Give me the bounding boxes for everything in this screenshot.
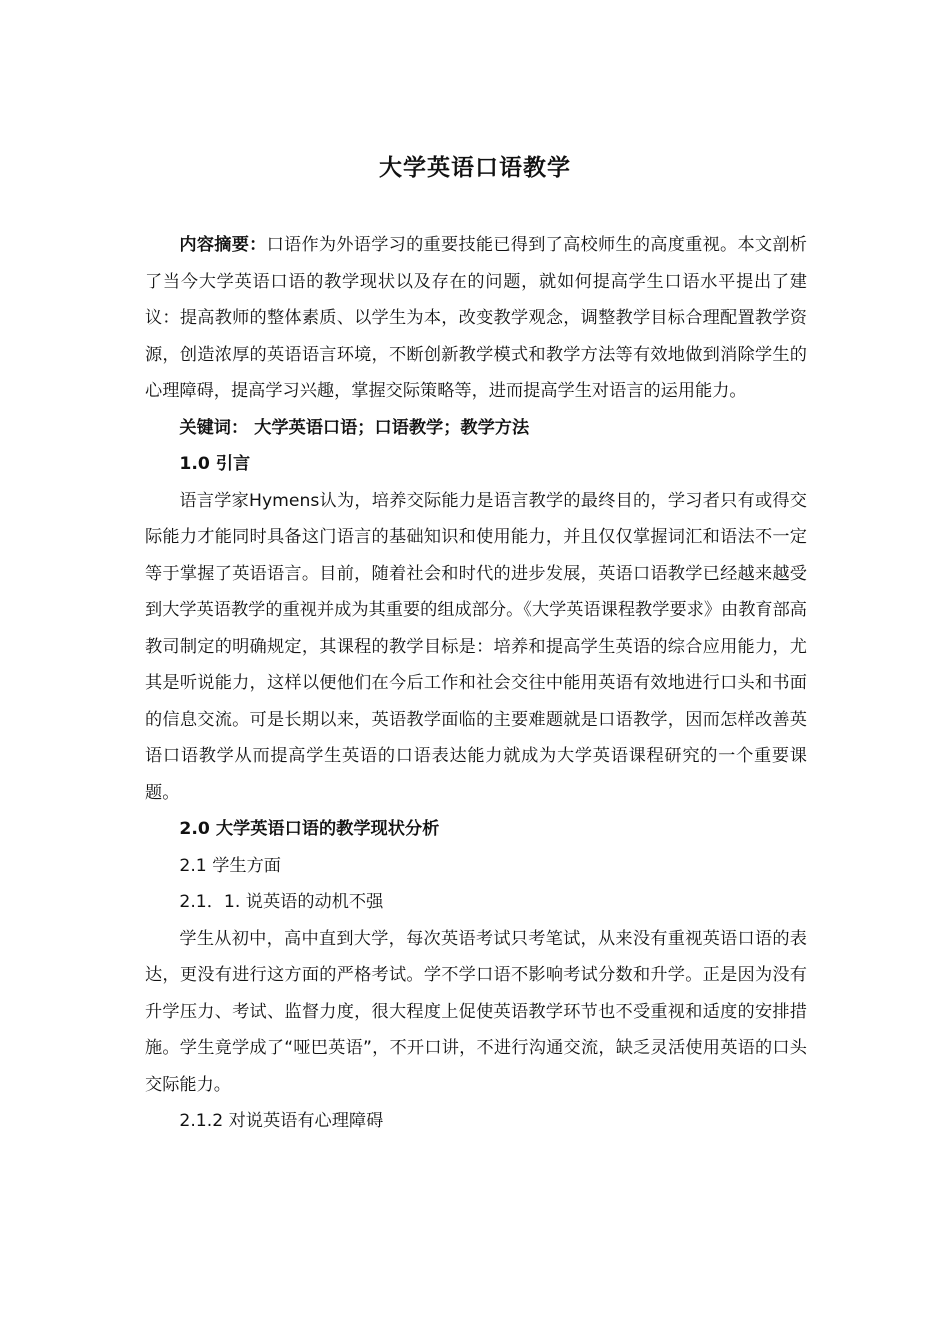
abstract-paragraph [145, 227, 807, 410]
subsection-heading-motivation: 2.1．1. 说英语的动机不强 [179, 892, 384, 912]
keywords-paragraph [145, 410, 807, 447]
abstract-label: 内容摘要： [179, 235, 267, 255]
document-body [145, 227, 807, 1140]
keywords-text: 大学英语口语；口语教学；教学方法 [254, 417, 530, 438]
section-heading-status: 2.0 大学英语口语的教学现状分析 [179, 819, 440, 839]
document-title: 大学英语口语教学 [379, 155, 571, 181]
section-heading-intro: 1.0 引言 [179, 454, 251, 474]
intro-paragraph: 语言学家Hymens认为，培养交际能力是语言教学的最终目的，学习者只有或得交际能力才能同时具备这门语言的基础知识和使用能力，并且仅仅掌握词汇和语法不一定等于掌握了英语语言。目前，随着社会和时代的进步发展，英语口语教学已经越来越受到大学英语教学的重视并成为其重要的组成部分。《大学英语课程教学要求》由教育部高教司制定的明确规定，其课程的教学目标是：培养和提高学生英语的综合应用能力，尤其是听说能力，这样以便他们在今后工作和社会交往中能用英语有效地进行口头和书面的信息交流。可是长期以来，英语教学面临的主要难题就是口语教学，因而怎样改善英语口语教学从而提高学生英语的口语表达能力就成为大学英语课程研究的一个重要课题。 [145, 490, 807, 803]
subsection-heading-students: 2.1 学生方面 [179, 855, 281, 876]
keywords-label: 关键词： [179, 417, 249, 438]
subsection-heading-psychology: 2.1.2 对说英语有心理障碍 [179, 1111, 384, 1131]
abstract-text: 口语作为外语学习的重要技能已得到了高校师生的高度重视。本文剖析了当今大学英语口语的教学现状以及存在的问题，就如何提高学生口语水平提出了建议：提高教师的整体素质、以学生为本，改变教学观念，调整教学目标合理配置教学资源，创造浓厚的英语语言环境，不断创新教学模式和教学方法等有效地做到消除学生的心理障碍，提高学习兴趣，掌握交际策略等，进而提高学生对语言的运用能力。 [145, 235, 807, 401]
motivation-paragraph: 学生从初中，高中直到大学，每次英语考试只考笔试，从来没有重视英语口语的表达，更没有进行这方面的严格考试。学不学口语不影响考试分数和升学。正是因为没有升学压力、考试、监督力度，很大程度上促使英语教学环节也不受重视和适度的安排措施。学生竟学成了“哑巴英语”，不开口讲，不进行沟通交流，缺乏灵活使用英语的口头交际能力。 [145, 928, 807, 1095]
